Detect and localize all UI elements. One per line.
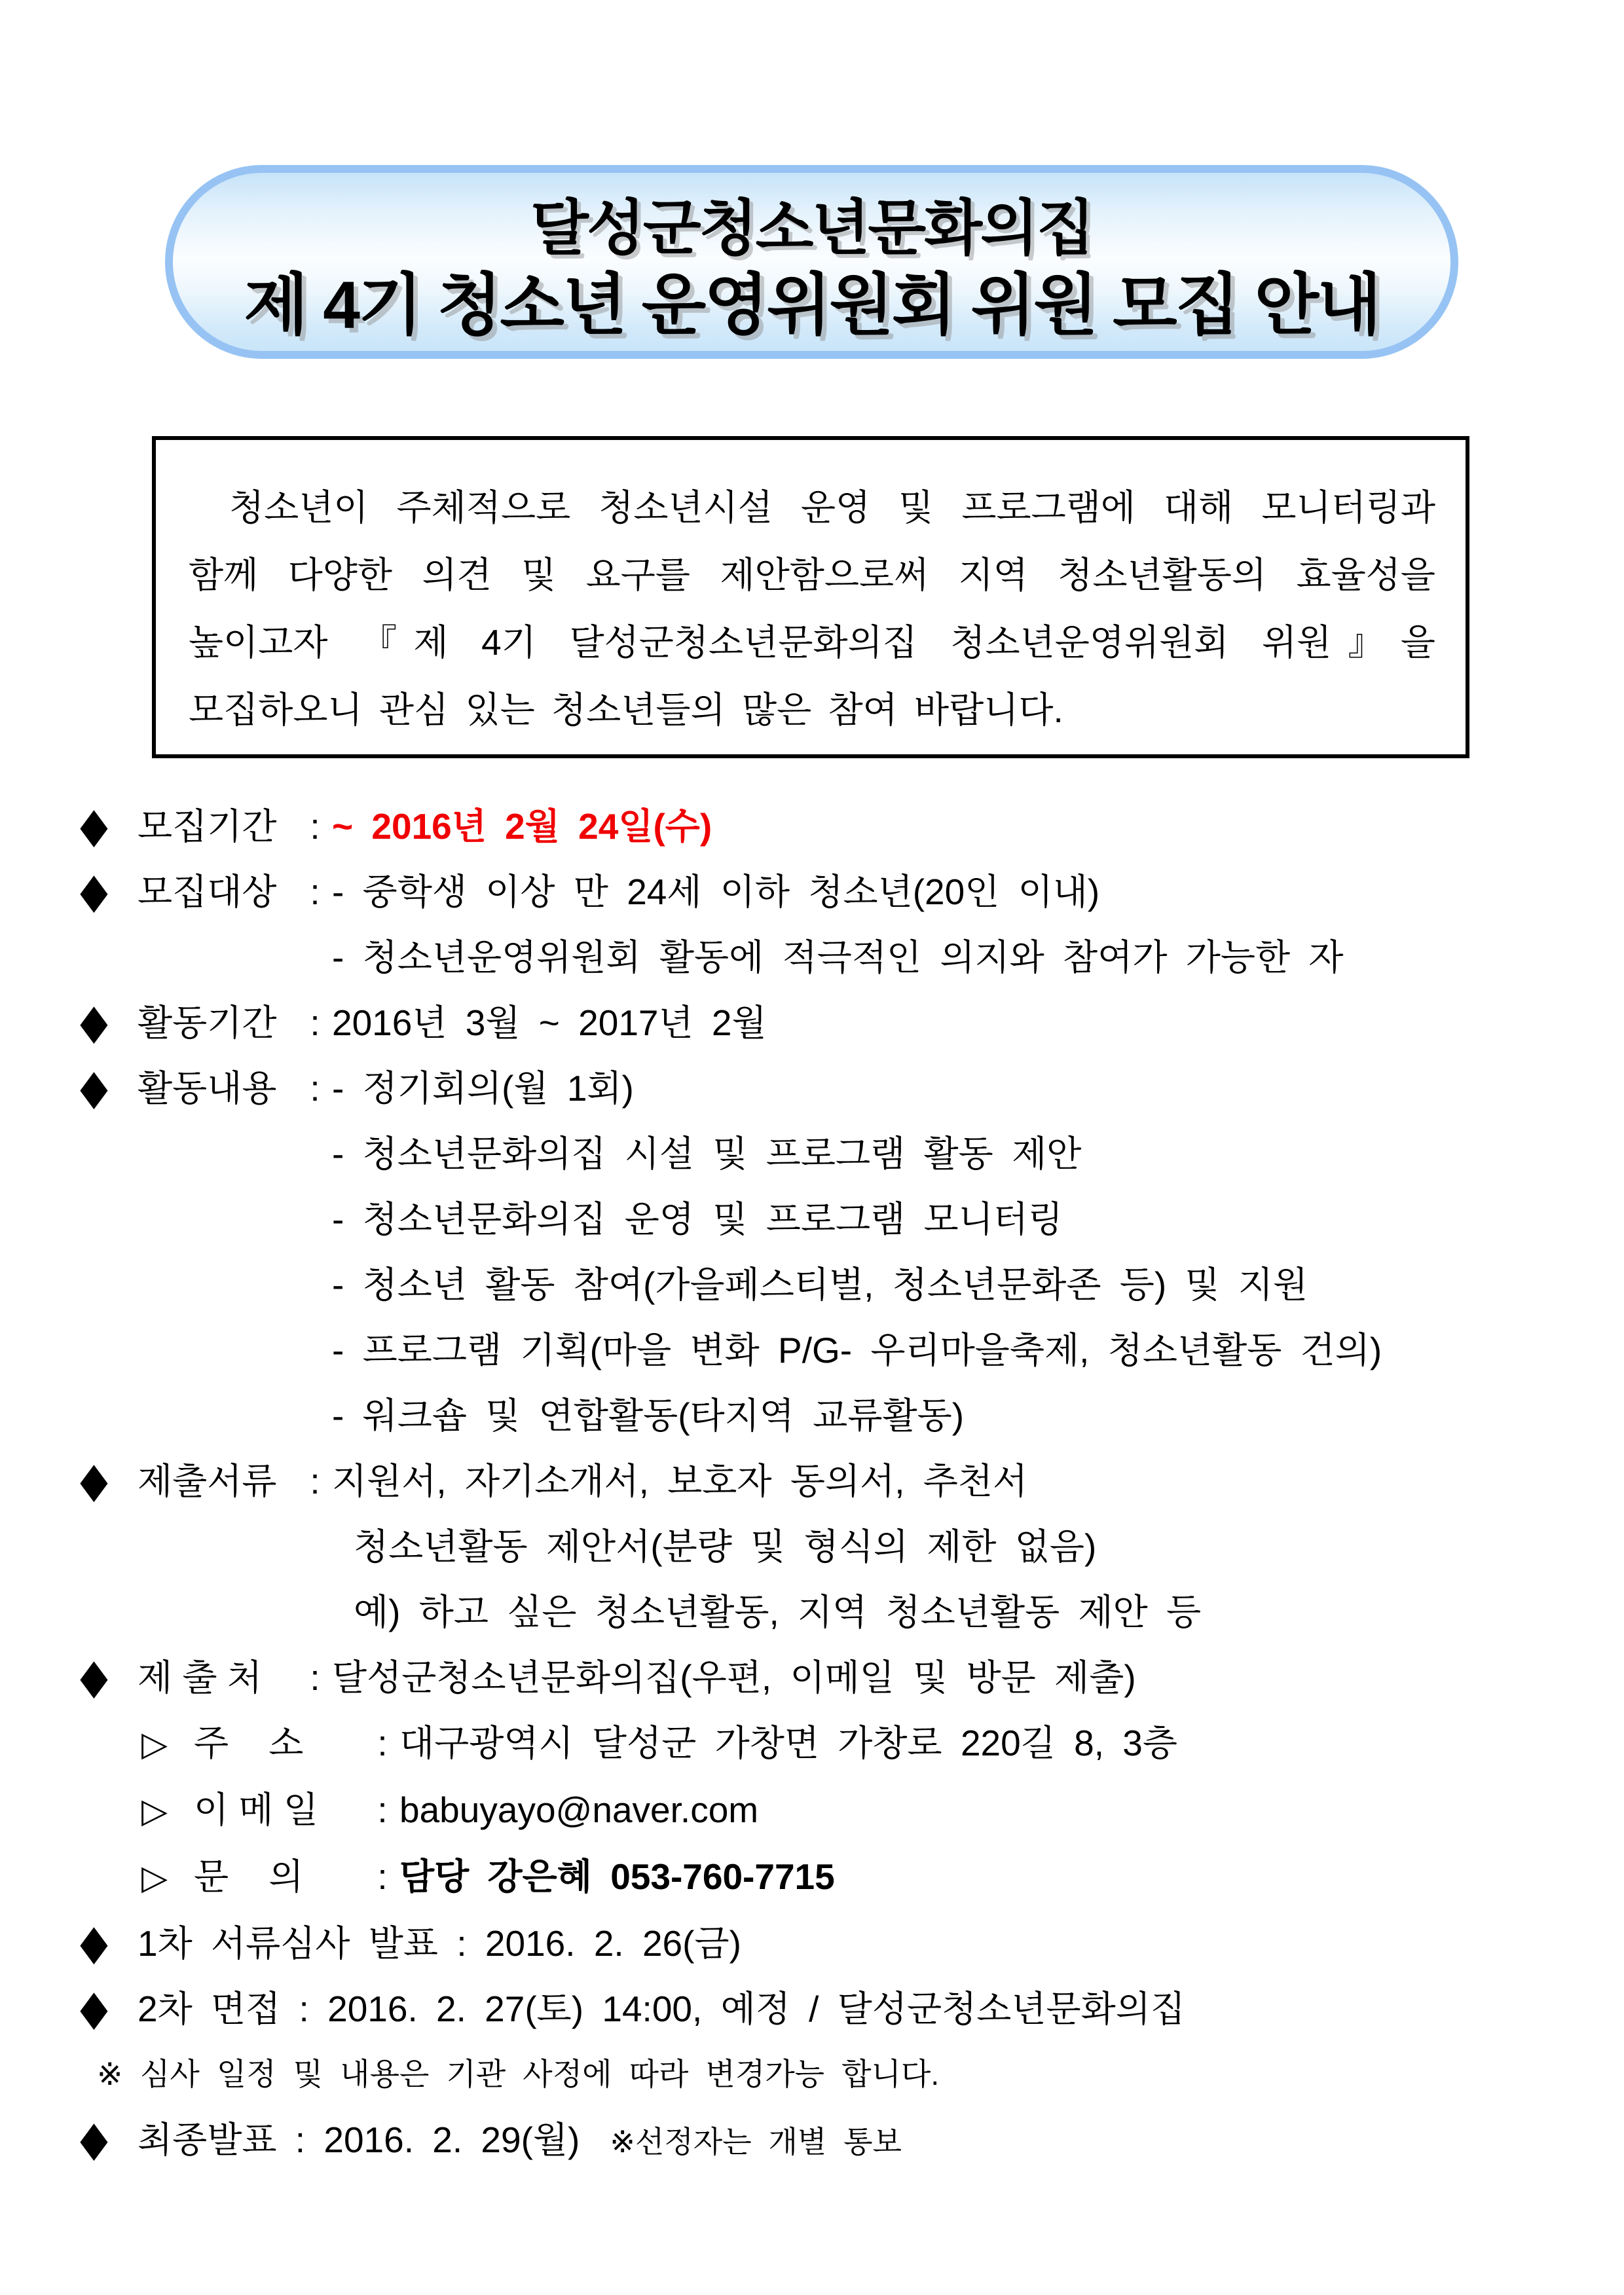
diamond-bullet-icon: ◆ — [80, 863, 108, 918]
intro-box — [152, 436, 1469, 758]
subitem-inquiry — [79, 1844, 1552, 1911]
colon-separator: : — [310, 1002, 320, 1043]
item-label: 제 출 처 — [138, 1657, 262, 1698]
item-documents-cont — [79, 1514, 1552, 1579]
triangle-bullet-icon: ▷ — [141, 1725, 168, 1763]
colon-separator: : — [377, 1723, 388, 1763]
item-label: 활동기간 — [138, 1002, 277, 1043]
activity-content-line: - 워크숍 및 연합활동(타지역 교류활동) — [332, 1395, 965, 1436]
schedule-note-text: 심사 일정 및 내용은 기관 사정에 따라 변경가능 합니다. — [140, 2057, 940, 2091]
activity-content-line: - 프로그램 기획(마을 변화 P/G- 우리마을축제, 청소년활동 건의) — [332, 1330, 1382, 1370]
colon-separator: : — [310, 872, 320, 912]
submit-to-value: 달성군청소년문화의집(우편, 이메일 및 방문 제출) — [332, 1657, 1136, 1698]
item-documents — [79, 1448, 1552, 1514]
diamond-bullet-icon: ◆ — [80, 1649, 108, 1704]
item-label: 모집기간 — [138, 806, 277, 847]
colon-separator: : — [310, 1461, 320, 1501]
activity-content-line: - 청소년문화의집 운영 및 프로그램 모니터링 — [332, 1199, 1063, 1239]
item-documents-cont — [79, 1579, 1552, 1645]
item-label: 제출서류 — [138, 1461, 277, 1501]
diamond-bullet-icon: ◆ — [80, 2111, 108, 2166]
item-first-screening — [79, 1911, 1552, 1976]
item-activity-content-cont — [79, 1121, 1552, 1186]
item-label: 활동내용 — [138, 1068, 277, 1109]
title-box — [165, 165, 1458, 359]
activity-content-line: - 청소년 활동 참여(가을페스티벌, 청소년문화존 등) 및 지원 — [332, 1264, 1308, 1305]
intro-line-4: 모집하오니 관심 있는 청소년들의 많은 참여 바랍니다. — [189, 689, 1063, 730]
item-second-interview — [79, 1976, 1552, 2042]
item-submit-to — [79, 1645, 1552, 1710]
first-screening-text: 1차 서류심사 발표 : 2016. 2. 26(금) — [138, 1923, 741, 1964]
activity-content-line: - 정기회의(월 1회) — [332, 1068, 634, 1109]
item-activity-content-cont — [79, 1383, 1552, 1448]
title-line-2: 제 4기 청소년 운영위원회 위원 모집 안내 — [244, 268, 1380, 342]
item-activity-content-cont — [79, 1186, 1552, 1252]
subitem-label: 문 의 — [194, 1856, 304, 1897]
info-list — [79, 794, 1552, 2175]
documents-line: 지원서, 자기소개서, 보호자 동의서, 추천서 — [332, 1461, 1028, 1501]
reference-mark-icon: ※ — [97, 2057, 123, 2091]
subitem-label: 이 메 일 — [194, 1790, 318, 1830]
intro-line-2: 함께 다양한 의견 및 요구를 제안함으로써 지역 청소년활동의 효율성을 — [189, 555, 1435, 595]
diamond-bullet-icon: ◆ — [80, 994, 108, 1049]
triangle-bullet-icon: ▷ — [141, 1792, 168, 1830]
diamond-bullet-icon: ◆ — [80, 798, 108, 853]
triangle-bullet-icon: ▷ — [141, 1859, 168, 1897]
colon-separator: : — [377, 1856, 388, 1897]
item-activity-content-cont — [79, 1252, 1552, 1317]
colon-separator: : — [377, 1790, 388, 1830]
subitem-label: 주 소 — [194, 1723, 304, 1763]
item-schedule-note — [79, 2042, 1552, 2107]
documents-line: 예) 하고 싶은 청소년활동, 지역 청소년활동 제안 등 — [354, 1592, 1202, 1632]
address-value: 대구광역시 달성군 가창면 가창로 220길 8, 3층 — [399, 1723, 1177, 1763]
documents-line: 청소년활동 제안서(분량 및 형식의 제한 없음) — [354, 1526, 1097, 1567]
item-activity-period — [79, 990, 1552, 1056]
final-announcement-text: 최종발표 : 2016. 2. 29(월) — [138, 2120, 580, 2160]
colon-separator: : — [310, 806, 320, 847]
final-announcement-note: ※선정자는 개별 통보 — [610, 2125, 902, 2159]
activity-content-line: - 청소년문화의집 시설 및 프로그램 활동 제안 — [332, 1133, 1082, 1174]
recruit-target-line: - 중학생 이상 만 24세 이하 청소년(20인 이내) — [332, 872, 1100, 912]
colon-separator: : — [310, 1657, 320, 1698]
diamond-bullet-icon: ◆ — [80, 1915, 108, 1970]
item-recruit-target-cont — [79, 925, 1552, 990]
activity-period-value: 2016년 3월 ~ 2017년 2월 — [332, 1002, 767, 1043]
item-recruit-period — [79, 794, 1552, 859]
item-activity-content — [79, 1056, 1552, 1121]
intro-line-3: 높이고자 『제 4기 달성군청소년문화의집 청소년운영위원회 위원』을 — [189, 622, 1435, 663]
recruit-target-line: - 청소년운영위원회 활동에 적극적인 의지와 참여가 가능한 자 — [332, 937, 1344, 978]
diamond-bullet-icon: ◆ — [80, 1059, 108, 1114]
item-label: 모집대상 — [138, 872, 277, 912]
subitem-address — [79, 1710, 1552, 1777]
second-interview-text: 2차 면접 : 2016. 2. 27(토) 14:00, 예정 / 달성군청소년문화의집 — [138, 1989, 1185, 2029]
title-line-1: 달성군청소년문화의집 — [530, 195, 1093, 262]
diamond-bullet-icon: ◆ — [80, 1980, 108, 2035]
intro-line-1: 청소년이 주체적으로 청소년시설 운영 및 프로그램에 대해 모니터링과 — [229, 487, 1435, 528]
diamond-bullet-icon: ◆ — [80, 1452, 108, 1507]
recruit-period-value: ~ 2016년 2월 24일(수) — [332, 806, 712, 847]
inquiry-value: 담당 강은혜 053-760-7715 — [399, 1856, 835, 1897]
item-final-announcement — [79, 2107, 1552, 2175]
colon-separator: : — [310, 1068, 320, 1109]
item-activity-content-cont — [79, 1317, 1552, 1383]
item-recruit-target — [79, 859, 1552, 925]
subitem-email — [79, 1777, 1552, 1844]
email-value: babuyayo@naver.com — [399, 1790, 759, 1830]
